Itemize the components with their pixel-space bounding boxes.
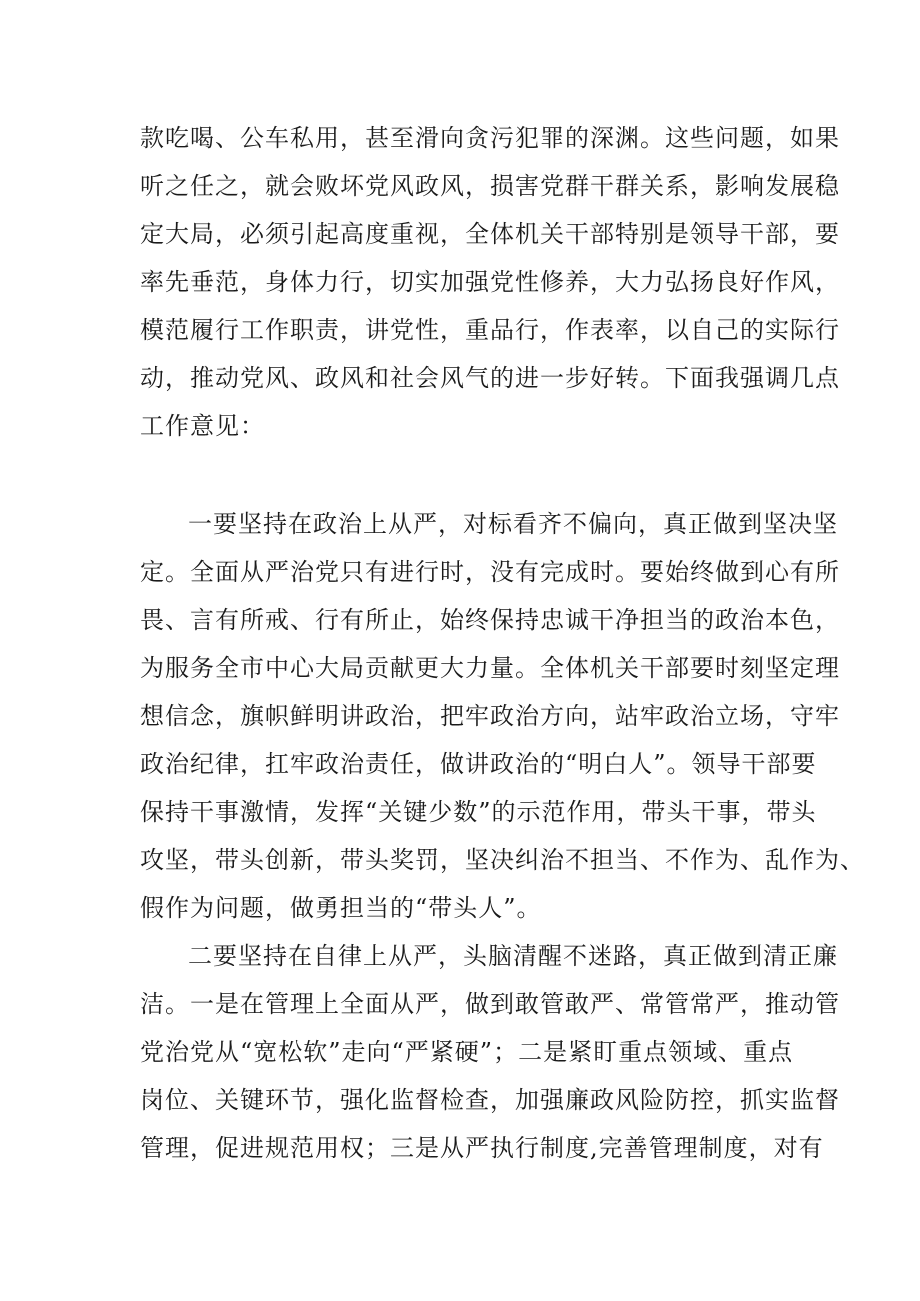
text-line: 动，推动党风、政风和社会风气的进一步好转。下面我强调几点 [140,364,840,392]
paragraph-first-line: 一要坚持在政治上从严，对标看齐不偏向，真正做到坚决坚 [188,510,838,538]
text-line: 畏、言有所戒、行有所止，始终保持忠诚干净担当的政治本色， [140,606,840,634]
text-line: 保持干事激情，发挥“关键少数”的示范作用，带头干事，带头 [140,798,817,826]
text-line: 模范履行工作职责，讲党性，重品行，作表率，以自己的实际行 [140,316,840,344]
text-line: 工作意见： [140,412,265,440]
text-line: 管理，促进规范用权；三是从严执行制度,完善管理制度，对有 [140,1134,824,1162]
text-line: 政治纪律，扛牢政治责任，做讲政治的“明白人”。领导干部要 [140,750,817,778]
text-line: 定。全面从严治党只有进行时，没有完成时。要始终做到心有所 [140,558,840,586]
text-line: 款吃喝、公车私用，甚至滑向贪污犯罪的深渊。这些问题，如果 [140,124,840,152]
text-line: 攻坚，带头创新，带头奖罚，坚决纠治不担当、不作为、乱作为、 [140,846,865,874]
text-line: 为服务全市中心大局贡献更大力量。全体机关干部要时刻坚定理 [140,654,840,682]
text-line: 假作为问题，做勇担当的“带头人”。 [140,894,542,922]
text-line: 想信念，旗帜鲜明讲政治，把牢政治方向，站牢政治立场，守牢 [140,702,840,730]
text-line: 岗位、关键环节，强化监督检查，加强廉政风险防控，抓实监督 [140,1086,840,1114]
text-line: 听之任之，就会败坏党风政风，损害党群干群关系，影响发展稳 [140,172,840,200]
text-line: 定大局，必须引起高度重视，全体机关干部特别是领导干部，要 [140,220,840,248]
paragraph-first-line: 二要坚持在自律上从严，头脑清醒不迷路，真正做到清正廉 [188,942,838,970]
text-line: 党治党从“宽松软”走向“严紧硬”；二是紧盯重点领域、重点 [140,1038,794,1066]
text-line: 率先垂范，身体力行，切实加强党性修养，大力弘扬良好作风， [140,268,840,296]
text-line: 洁。一是在管理上全面从严，做到敢管敢严、常管常严，推动管 [140,990,840,1018]
